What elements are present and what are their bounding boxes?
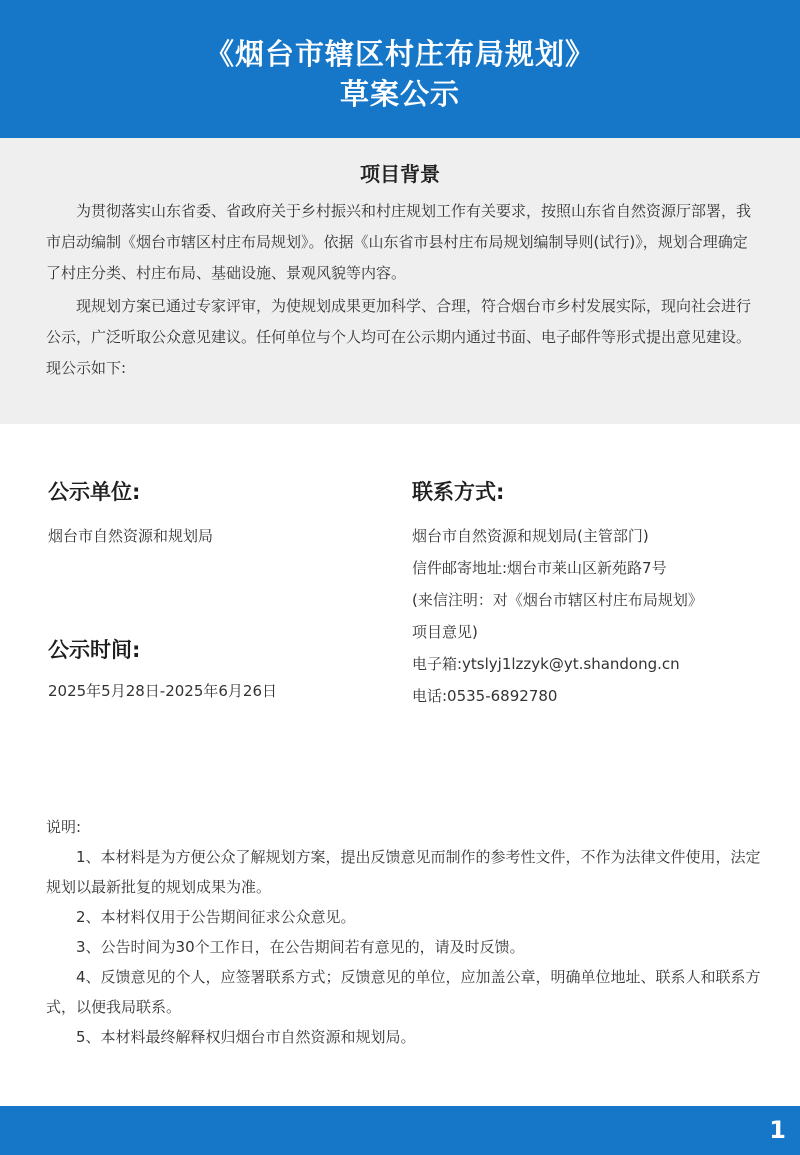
- background-paragraph: 现规划方案已通过专家评审，为使规划成果更加科学、合理，符合烟台市乡村发展实际，现向社会进行公示，广泛听取公众意见建议。任何单位与个人均可在公示期内通过书面、电子邮件等形式提出意见建设。现公示如下:: [46, 297, 752, 377]
- page-number: 1: [769, 1116, 786, 1144]
- contact-phone: 电话:0535-6892780: [412, 687, 558, 705]
- time-heading: 公示时间:: [48, 638, 141, 662]
- contact-line: 烟台市自然资源和规划局(主管部门): [412, 527, 649, 545]
- page-title: 《烟台市辖区村庄布局规划》: [204, 37, 595, 71]
- note-item: 3、公告时间为30个工作日，在公告期间若有意见的，请及时反馈。: [76, 938, 525, 956]
- publishing-unit-block: [48, 476, 368, 552]
- project-background-section: [0, 138, 800, 424]
- notes-section: [46, 812, 766, 1052]
- contact-email: 电子箱:ytslyj1lzzyk@yt.shandong.cn: [412, 655, 680, 673]
- background-paragraph: 为贯彻落实山东省委、省政府关于乡村振兴和村庄规划工作有关要求，按照山东省自然资源厅部署，我市启动编制《烟台市辖区村庄布局规划》。依据《山东省市县村庄布局规划编制导则(试行)》，规划合理确定了村庄分类、村庄布局、基础设施、景观风貌等内容。: [46, 202, 752, 282]
- note-item: 1、本材料是为方便公众了解规划方案，提出反馈意见而制作的参考性文件，不作为法律文件使用，法定规划以最新批复的规划成果为准。: [46, 848, 761, 896]
- unit-heading: 公示单位:: [48, 480, 141, 504]
- contact-address: 信件邮寄地址:烟台市莱山区新苑路7号: [412, 559, 667, 577]
- contact-line: (来信注明：对《烟台市辖区村庄布局规划》: [412, 591, 703, 609]
- notes-heading: 说明:: [46, 818, 82, 836]
- page-subtitle: 草案公示: [339, 77, 460, 111]
- background-body: [46, 196, 758, 386]
- footer-bar: [0, 1106, 800, 1155]
- note-item: 5、本材料最终解释权归烟台市自然资源和规划局。: [76, 1028, 416, 1046]
- title-banner: [0, 0, 800, 138]
- contact-heading: 联系方式:: [412, 480, 505, 504]
- time-value: 2025年5月28日-2025年6月26日: [48, 682, 278, 700]
- background-heading: 项目背景: [360, 162, 440, 186]
- unit-value: 烟台市自然资源和规划局: [48, 527, 214, 545]
- note-item: 4、反馈意见的个人，应签署联系方式；反馈意见的单位，应加盖公章，明确单位地址、联系人和联系方式，以便我局联系。: [46, 968, 761, 1016]
- contact-block: [412, 476, 772, 712]
- contact-line: 项目意见): [412, 623, 478, 641]
- note-item: 2、本材料仅用于公告期间征求公众意见。: [76, 908, 356, 926]
